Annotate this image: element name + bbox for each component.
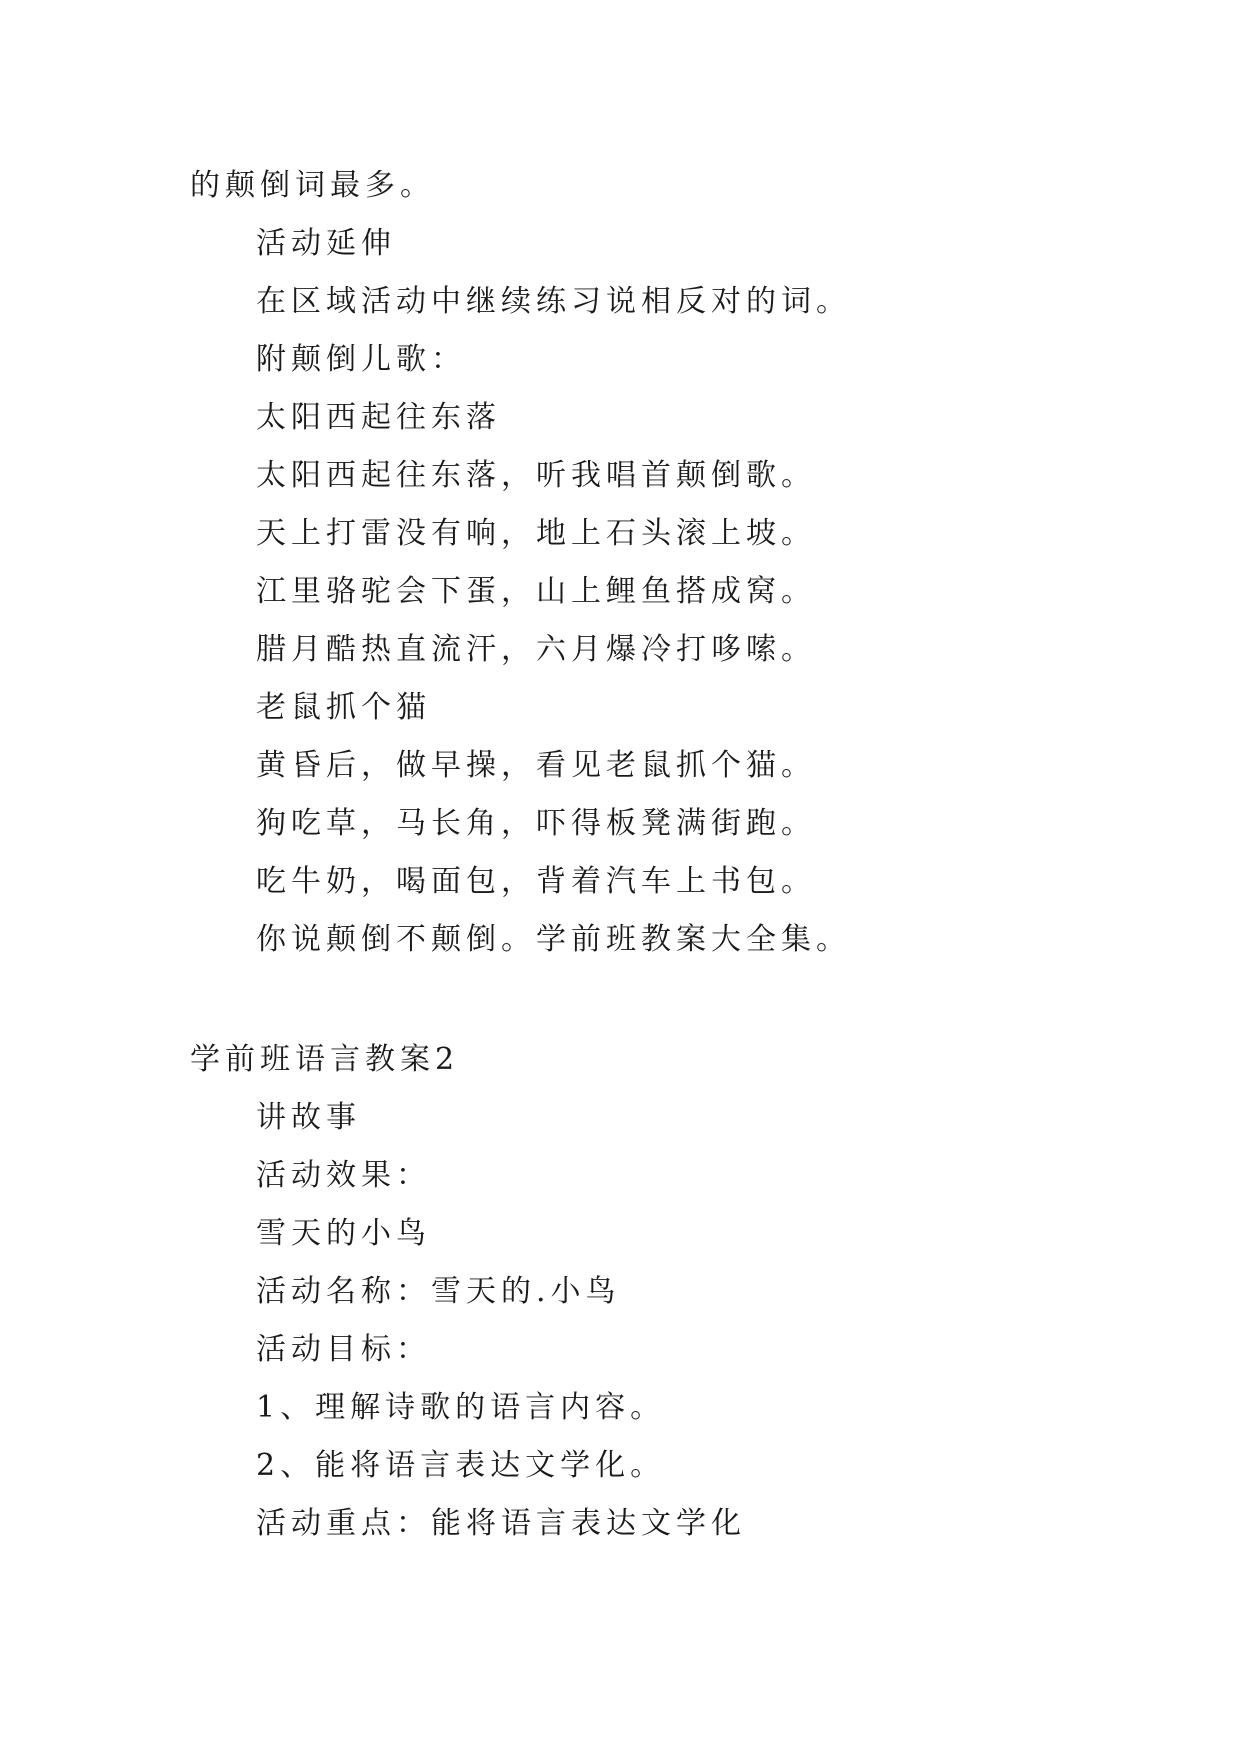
song1-line: 腊月酷热直流汗，六月爆冷打哆嗦。 — [256, 632, 816, 667]
song2-line: 黄昏后，做早操，看见老鼠抓个猫。 — [256, 748, 816, 783]
song1-title: 太阳西起往东落 — [256, 400, 501, 435]
song2-line: 狗吃草，马长角，吓得板凳满街跑。 — [256, 806, 816, 841]
song1-line: 江里骆驼会下蛋，山上鲤鱼搭成窝。 — [256, 574, 816, 609]
effect-label: 活动效果： — [256, 1158, 431, 1193]
extension-heading: 活动延伸 — [256, 226, 396, 261]
subtitle: 雪天的小鸟 — [256, 1216, 431, 1251]
song2-line: 吃牛奶，喝面包，背着汽车上书包。 — [256, 864, 816, 899]
goal-item: 1、理解诗歌的语言内容。 — [256, 1390, 666, 1425]
song2-title: 老鼠抓个猫 — [256, 690, 431, 725]
focus-text: 活动重点：能将语言表达文学化 — [256, 1506, 746, 1541]
goals-label: 活动目标： — [256, 1332, 431, 1367]
activity-name: 活动名称：雪天的.小鸟 — [256, 1274, 621, 1309]
song1-line: 天上打雷没有响，地上石头滚上坡。 — [256, 516, 816, 551]
section-title: 学前班语言教案2 — [190, 1042, 460, 1077]
goal-item: 2、能将语言表达文学化。 — [256, 1448, 666, 1483]
paragraph-continuation: 的颠倒词最多。 — [190, 168, 435, 203]
story-heading: 讲故事 — [256, 1100, 361, 1135]
song1-line: 太阳西起往东落，听我唱首颠倒歌。 — [256, 458, 816, 493]
song2-line: 你说颠倒不颠倒。学前班教案大全集。 — [256, 922, 851, 957]
extension-text: 在区域活动中继续练习说相反对的词。 — [256, 284, 851, 319]
appendix-heading: 附颠倒儿歌： — [256, 342, 466, 377]
